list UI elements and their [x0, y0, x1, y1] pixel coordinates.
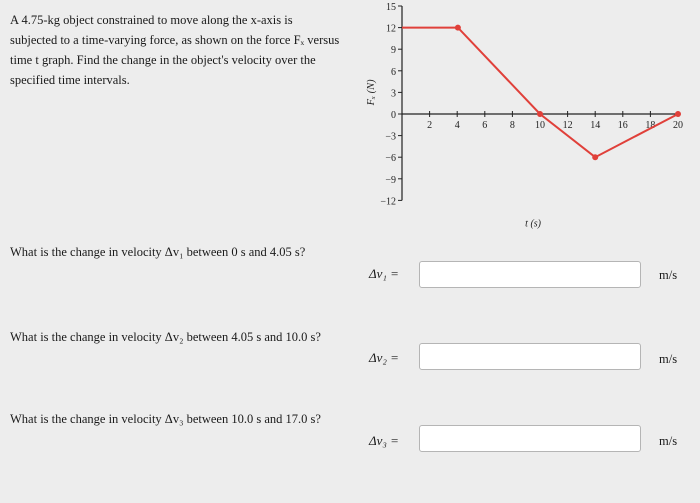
- x-tick-label: 12: [562, 120, 573, 131]
- y-tick-label: 12: [386, 23, 396, 35]
- y-tick-label: −12: [380, 196, 396, 208]
- question-2-text: What is the change in velocity Δv₂ between 4.05 s and 10.0 s?: [10, 330, 321, 344]
- data-point: [455, 25, 461, 31]
- x-tick-label: 6: [482, 120, 488, 131]
- problem-statement: [10, 10, 340, 90]
- y-tick-label: −3: [385, 131, 396, 143]
- chart-svg: [352, 2, 692, 230]
- answer-2-label: Δv₂ =: [369, 350, 399, 365]
- answer-1-input[interactable]: [419, 261, 641, 288]
- x-axis-label: t (s): [525, 218, 542, 230]
- y-tick-label: −9: [385, 174, 396, 186]
- answer-3-input[interactable]: [419, 425, 641, 452]
- force-series-line: [402, 28, 678, 158]
- answer-2-input[interactable]: [419, 343, 641, 370]
- x-tick-label: 16: [617, 120, 628, 131]
- x-tick-label: 10: [535, 120, 545, 131]
- y-tick-label: −6: [385, 153, 396, 165]
- x-tick-label: 18: [645, 120, 656, 131]
- y-axis-label: Fₓ (N): [366, 79, 377, 106]
- answer-2-unit: m/s: [659, 352, 678, 366]
- x-tick-label: 8: [509, 120, 515, 131]
- problem-text: A 4.75-kg object constrained to move along the x-axis is subjected to a time-varying force, as shown on the force Fₓ versus time t graph. Find the change in the object's velocity over the specified time intervals.: [10, 13, 340, 87]
- y-tick-label: 3: [391, 88, 396, 100]
- answer-3-unit: m/s: [659, 434, 678, 448]
- data-point: [592, 154, 598, 160]
- x-tick-label: 14: [590, 120, 601, 131]
- y-tick-label: 0: [391, 110, 396, 121]
- y-tick-label: 6: [391, 66, 396, 78]
- question-3-text: What is the change in velocity Δv₃ between 10.0 s and 17.0 s?: [10, 412, 321, 426]
- data-point: [675, 111, 681, 117]
- x-tick-label: 20: [673, 120, 683, 131]
- force-time-chart: [352, 2, 692, 230]
- x-tick-label: 2: [427, 120, 433, 131]
- y-tick-label: 9: [391, 45, 396, 57]
- question-1-text: What is the change in velocity Δv₁ between 0 s and 4.05 s?: [10, 245, 306, 259]
- data-point: [537, 111, 543, 117]
- answer-3-label: Δv₃ =: [369, 433, 399, 448]
- answer-1-unit: m/s: [659, 268, 678, 282]
- answer-1-label: Δv₁ =: [369, 266, 399, 281]
- y-tick-label: 15: [386, 2, 396, 13]
- x-tick-label: 4: [454, 120, 460, 131]
